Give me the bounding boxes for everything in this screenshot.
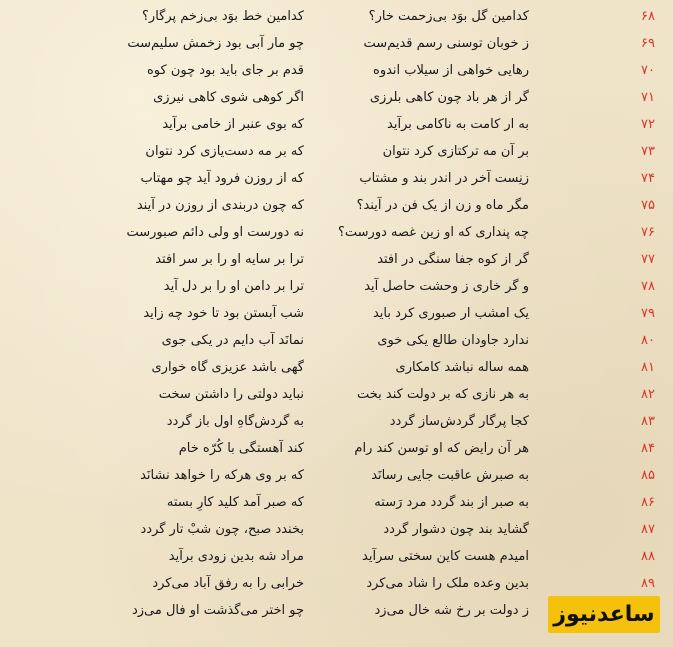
verse-second-hemistich: که صبر آمد کلید کارِ بسته (166, 495, 304, 510)
verse-second-hemistich: به گردش‌گاهِ اول باز گردد (166, 414, 304, 429)
verse-number: ۷۱ (641, 90, 655, 105)
verse-number: ۸۲ (641, 387, 655, 402)
verse-number: ۷۰ (641, 63, 655, 78)
verse-number: ۷۷ (641, 252, 655, 267)
verse-number: ۸۶ (641, 495, 655, 510)
verse-first-hemistich: ز خوبان توسنی رسم قدیم‌ست (363, 36, 529, 51)
verse-first-hemistich: هر آن رایض که او توسن کند رام (354, 441, 529, 456)
verse-number: ۶۸ (641, 9, 655, 24)
verse-first-hemistich: چه پنداری که او زین غصه دورست؟ (337, 225, 529, 240)
verse-number: ۷۳ (641, 144, 655, 159)
verse-first-hemistich: گر از کوه جفا سنگی در افتد (377, 252, 529, 267)
verse-number: ۷۲ (641, 117, 655, 132)
verse-first-hemistich: بر آن مه ترکتازی کرد نتوان (382, 144, 529, 159)
verse-row (0, 544, 673, 571)
verse-number: ۸۷ (641, 522, 655, 537)
verse-row (0, 85, 673, 112)
verse-first-hemistich: امیدم هست کاین سختی سرآید (362, 549, 529, 564)
verse-second-hemistich: خرابی را به رفق آباد می‌کرد (152, 576, 304, 591)
verse-first-hemistich: یک امشب ار صبوری کرد باید (372, 306, 529, 321)
verse-number: ۶۹ (641, 36, 655, 51)
site-logo (548, 596, 660, 633)
poem-verses (0, 4, 673, 625)
verse-second-hemistich: که بر مه دست‌یازی کرد نتوان (145, 144, 304, 159)
verse-second-hemistich: مراد شه بدین زودی برآید (168, 549, 304, 564)
verse-first-hemistich: ندارد جاودان طالع یکی خوی (377, 333, 529, 348)
verse-second-hemistich: چو مار آبی بود زخمش سلیم‌ست (127, 36, 304, 51)
verse-number: ۸۴ (641, 441, 655, 456)
verse-second-hemistich: نمانَد آب دایم در یکی جوی (161, 333, 304, 348)
verse-first-hemistich: مگر ماه و زن از یک فن در آیند؟ (356, 198, 529, 213)
verse-second-hemistich: کند آهستگی با کُرّه خام (178, 441, 304, 456)
verse-second-hemistich: که بوی عنبر از خامی برآید (162, 117, 304, 132)
verse-row (0, 274, 673, 301)
verse-number: ۷۴ (641, 171, 655, 186)
verse-row (0, 301, 673, 328)
verse-first-hemistich: ز دولت بر رخ شه خال می‌زد (374, 603, 529, 618)
verse-number: ۸۳ (641, 414, 655, 429)
verse-second-hemistich: ترا بر سایه او را بر سر افتد (155, 252, 304, 267)
verse-row (0, 328, 673, 355)
verse-first-hemistich: کدامین گل بوَد بی‌زحمت خار؟ (368, 9, 529, 24)
verse-first-hemistich: به صبر از بند گردد مرد رَسته (374, 495, 529, 510)
verse-row (0, 58, 673, 85)
verse-first-hemistich: به هر نازی که بر دولت کند بخت (356, 387, 529, 402)
verse-second-hemistich: اگر کوهی شوی کاهی نیرزی (153, 90, 304, 105)
verse-row (0, 490, 673, 517)
verse-number: ۷۹ (641, 306, 655, 321)
verse-second-hemistich: که چون دربندی از روزن در آیند (136, 198, 304, 213)
verse-second-hemistich: چو اختر می‌گذشت او فال می‌زد (131, 603, 304, 618)
verse-row (0, 4, 673, 31)
verse-first-hemistich: به ار کامت به ناکامی برآید (387, 117, 529, 132)
verse-first-hemistich: رهایی خواهی از سیلاب اندوه (373, 63, 529, 78)
verse-number: ۷۵ (641, 198, 655, 213)
verse-second-hemistich: شب آبستن بود تا خود چه زاید (143, 306, 304, 321)
verse-second-hemistich: نه دورست او ولی دائم صبورست (126, 225, 304, 240)
verse-row (0, 382, 673, 409)
verse-first-hemistich: کجا پرگار گردش‌ساز گردد (389, 414, 529, 429)
verse-row (0, 463, 673, 490)
verse-number: ۷۶ (641, 225, 655, 240)
verse-number: ۷۸ (641, 279, 655, 294)
verse-row (0, 31, 673, 58)
verse-row (0, 436, 673, 463)
verse-row (0, 193, 673, 220)
verse-number: ۸۵ (641, 468, 655, 483)
verse-first-hemistich: گر از هر باد چون کاهی بلرزی (369, 90, 529, 105)
verse-number: ۸۰ (641, 333, 655, 348)
verse-row (0, 166, 673, 193)
verse-first-hemistich: و گر خاری ز وحشت حاصل آید (364, 279, 529, 294)
verse-second-hemistich: که بر وی هرکه را خواهد نشانَد (140, 468, 304, 483)
verse-second-hemistich: که از روزن فرود آید چو مهتاب (140, 171, 304, 186)
verse-first-hemistich: به صبرش عاقبت جایی رسانَد (371, 468, 529, 483)
verse-first-hemistich: بدین وعده ملک را شاد می‌کرد (366, 576, 529, 591)
verse-second-hemistich: نباید دولتی را داشتن سخت (158, 387, 304, 402)
verse-second-hemistich: گهی باشد عزیزی گاه خواری (151, 360, 304, 375)
verse-row (0, 355, 673, 382)
verse-row (0, 220, 673, 247)
verse-row (0, 571, 673, 598)
verse-second-hemistich: قدم بر جای باید بود چون کوه (146, 63, 304, 78)
verse-row (0, 247, 673, 274)
verse-second-hemistich: کدامین خط بوَد بی‌زخم پرگار؟ (142, 9, 304, 24)
verse-number: ۸۱ (641, 360, 655, 375)
verse-first-hemistich: گشاید بند چون دشوار گردد (383, 522, 529, 537)
verse-number: ۸۸ (641, 549, 655, 564)
logo-text: ساعدنیوز (553, 602, 655, 627)
verse-first-hemistich: همه ساله نباشد کامکاری (395, 360, 529, 375)
verse-row (0, 112, 673, 139)
verse-row (0, 409, 673, 436)
verse-second-hemistich: بخندد صبح، چون شبْ تار گردد (140, 522, 304, 537)
verse-row (0, 517, 673, 544)
verse-second-hemistich: ترا بر دامن او را بر دل آید (163, 279, 304, 294)
verse-number: ۸۹ (641, 576, 655, 591)
verse-first-hemistich: زنِست آخر در اندر بند و مشتاب (359, 171, 529, 186)
verse-row (0, 139, 673, 166)
